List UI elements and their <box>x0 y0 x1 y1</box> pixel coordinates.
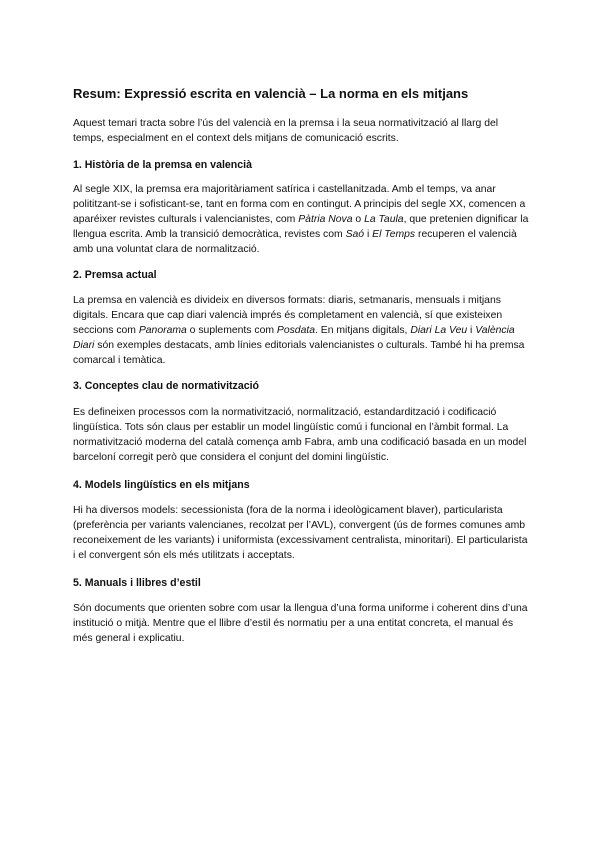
section-style-manuals-body <box>73 601 531 646</box>
intro-block <box>73 116 531 146</box>
publication-title: Panorama <box>138 325 187 336</box>
publication-title: Posdata <box>276 325 316 336</box>
section-current-press-body <box>73 293 531 368</box>
text-run: recuperen el valencià amb una voluntat clara de normalització. <box>73 229 517 255</box>
publication-title: Pàtria Nova <box>298 214 353 225</box>
intro-paragraph: Aquest temari tracta sobre l’ús del valencià en la premsa i la seua normativització al llarg del temps, especialment en el context dels mitjans de comunicació escrits. <box>73 118 499 144</box>
text-run: Al segle XIX, la premsa era majoritàriament satírica i castellanitzada. Amb el temps, va anar polititzant-se i sofisticant-se, tant en forma com en contingut. A principis del segle XX, comencen a aparéixer revistes culturals i valencianistes, com <box>73 184 526 225</box>
section-heading: 4. Models lingüístics en els mitjans <box>73 479 250 491</box>
text-run: o <box>352 214 365 225</box>
text-run: o suplements com <box>186 325 277 336</box>
text-run: , que pretenien dignificar la llengua escrita. Amb la transició democràtica, revistes com <box>73 214 529 240</box>
text-run: . En mitjans digitals, <box>315 325 411 336</box>
section-linguistic-models-body <box>73 503 531 563</box>
section-style-manuals <box>73 576 531 591</box>
publication-title: La Taula <box>364 214 404 225</box>
publication-title: Saó <box>345 229 365 240</box>
section-linguistic-models <box>73 478 531 493</box>
section-current-press <box>73 268 531 283</box>
section-history-body <box>73 182 531 257</box>
publication-title: València Diari <box>73 325 515 351</box>
section-heading: 3. Conceptes clau de normativització <box>73 380 260 392</box>
section-paragraph: Són documents que orienten sobre com usar la llengua d’una forma uniforme i coherent dins d’una institució o mitjà. Mentre que el llibre d’estil és normatiu per a una entitat concreta, el manual és més general i explicatiu. <box>73 603 528 644</box>
section-paragraph <box>73 182 531 257</box>
text-run: i <box>467 325 476 336</box>
section-heading: 1. Història de la premsa en valencià <box>73 159 253 171</box>
text-run: La premsa en valencià es divideix en diversos formats: diaris, setmanaris, mensuals i mitjans digitals. Encara que cap diari valencià imprés és completament en valencià, sí que existeixen seccions com <box>73 295 503 336</box>
section-history <box>73 158 531 173</box>
publication-title: Diari La Veu <box>410 325 468 336</box>
text-run: són exemples destacats, amb línies editorials valencianistes o culturals. També hi ha premsa comarcal i temàtica. <box>73 340 525 366</box>
publication-title: El Temps <box>372 229 416 240</box>
text-run: i <box>364 229 373 240</box>
section-key-concepts-body <box>73 405 531 465</box>
section-paragraph: Es defineixen processos com la normativització, normalització, estandardització i codificació lingüística. Tots són claus per establir un model lingüístic comú i funcional en l’àmbit formal. La normativització moderna del català comença amb Fabra, amb una codificació basada en un model barceloní corregit però que considera el conjunt del domini lingüístic. <box>73 407 527 463</box>
section-paragraph: Hi ha diversos models: secessionista (fora de la norma i ideològicament blaver), particularista (preferència per variants valencianes, recolzat per l’AVL), convergent (ús de formes comunes amb reconeixement de les variants) i uniformista (excessivament centralista, minoritari). El particularista i el convergent són els més utilitzats i acceptats. <box>73 505 528 561</box>
section-heading: 2. Premsa actual <box>73 269 157 281</box>
page-title: Resum: Expressió escrita en valencià – La norma en els mitjans <box>73 86 469 101</box>
section-paragraph <box>73 293 531 368</box>
section-key-concepts <box>73 379 531 394</box>
section-heading: 5. Manuals i llibres d’estil <box>73 577 201 589</box>
